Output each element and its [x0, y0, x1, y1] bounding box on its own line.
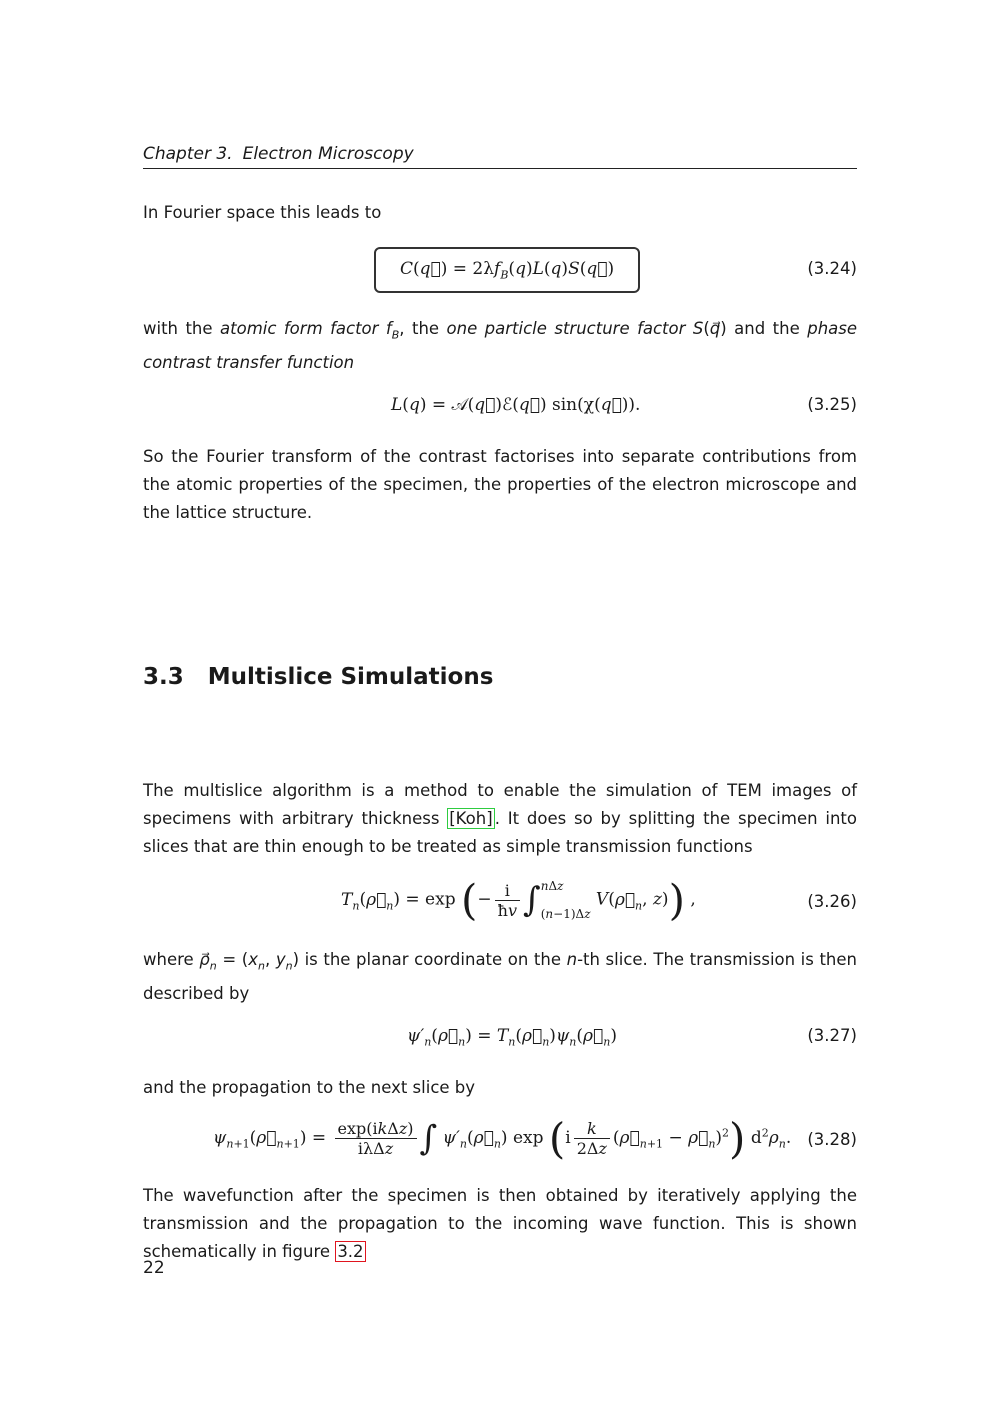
equation-3-27-expr: $\psi'_n(\rho⃗_n)$ = $T_n(\rho⃗_n)\psi_n(\rho⃗_n)$	[407, 1026, 617, 1049]
page-number: 22	[143, 1258, 165, 1278]
paragraph-intro: In Fourier space this leads to	[143, 203, 382, 222]
citation-link[interactable]: [Koh]	[449, 809, 493, 828]
equation-3-26	[143, 872, 857, 934]
section-heading	[143, 664, 493, 690]
equation-3-24	[143, 247, 857, 297]
equation-3-26-expr: $T_n(\rho⃗_n) = \exp$ (− $\frac{i}{ħv}$ ∫nΔz (n−1)Δz $V(\rho⃗_n$, z)) ,	[341, 875, 696, 925]
paragraph-form-factor: with the atomic form factor $f_B$, the one particle structure factor S(q⃗) and the phase contrast transfer function	[143, 319, 858, 373]
equation-number: (3.26)	[807, 892, 857, 911]
section-number: 3.3	[143, 664, 184, 690]
header-title: Electron Microscopy	[242, 144, 414, 164]
equation-number: (3.27)	[807, 1026, 857, 1045]
paragraph-factorisation: So the Fourier transform of the contrast factorises into separate contributions from the atomic properties of the specimen, the properties of the electron microscope and the lattice structure.	[143, 447, 857, 522]
equation-3-27	[143, 1026, 857, 1054]
equation-number: (3.28)	[807, 1130, 857, 1149]
equation-number: (3.25)	[807, 395, 857, 414]
running-header	[143, 143, 857, 169]
paragraph-multislice: The multislice algorithm is a method to enable the simulation of TEM images of specimens with arbitrary thickness [Koh] . It does so by splitting the specimen into slices that are thin enough to be treated as simple transmission functions	[143, 781, 857, 856]
equation-3-25-expr: L(q) = 𝒜(q⃗)ℰ(q⃗) sin(χ(q⃗)).	[391, 395, 641, 415]
equation-3-25	[143, 395, 857, 423]
section-title: Multislice Simulations	[207, 664, 494, 690]
equation-3-24-expr: C(q⃗) = $2\lambda f_B(q)L(q)S(q⃗)$	[374, 247, 640, 293]
header-chapter: Chapter 3.	[143, 144, 233, 164]
equation-3-28	[143, 1114, 857, 1170]
paragraph-iteration: The wavefunction after the specimen is then obtained by iteratively applying the transmission and the propagation to the incoming wave function. This is shown schematically in figure 3.2	[143, 1186, 857, 1261]
paragraph-propagation: and the propagation to the next slice by	[143, 1078, 476, 1097]
equation-number: (3.24)	[807, 259, 857, 278]
figure-reference-link[interactable]: 3.2	[337, 1242, 364, 1261]
equation-3-28-expr: $\psi_{n+1}(\rho⃗_{n+1})$ = $\frac{\text{exp(ikΔz)}}{\text{iλΔz}}$ ∫ $\psi'_n(\rho⃗_n)$ exp (i $\frac{k}{2\Delta z}$ ($\rho⃗_{n+1}$ − $\rho⃗_n)^2$) $d^2\rho_n$.	[213, 1114, 792, 1163]
paragraph-planar-coordinate: where $\rho⃗_n = (x_n$, $y_n$) is the planar coordinate on the n-th slice. The transmission is then described by	[143, 950, 857, 1004]
